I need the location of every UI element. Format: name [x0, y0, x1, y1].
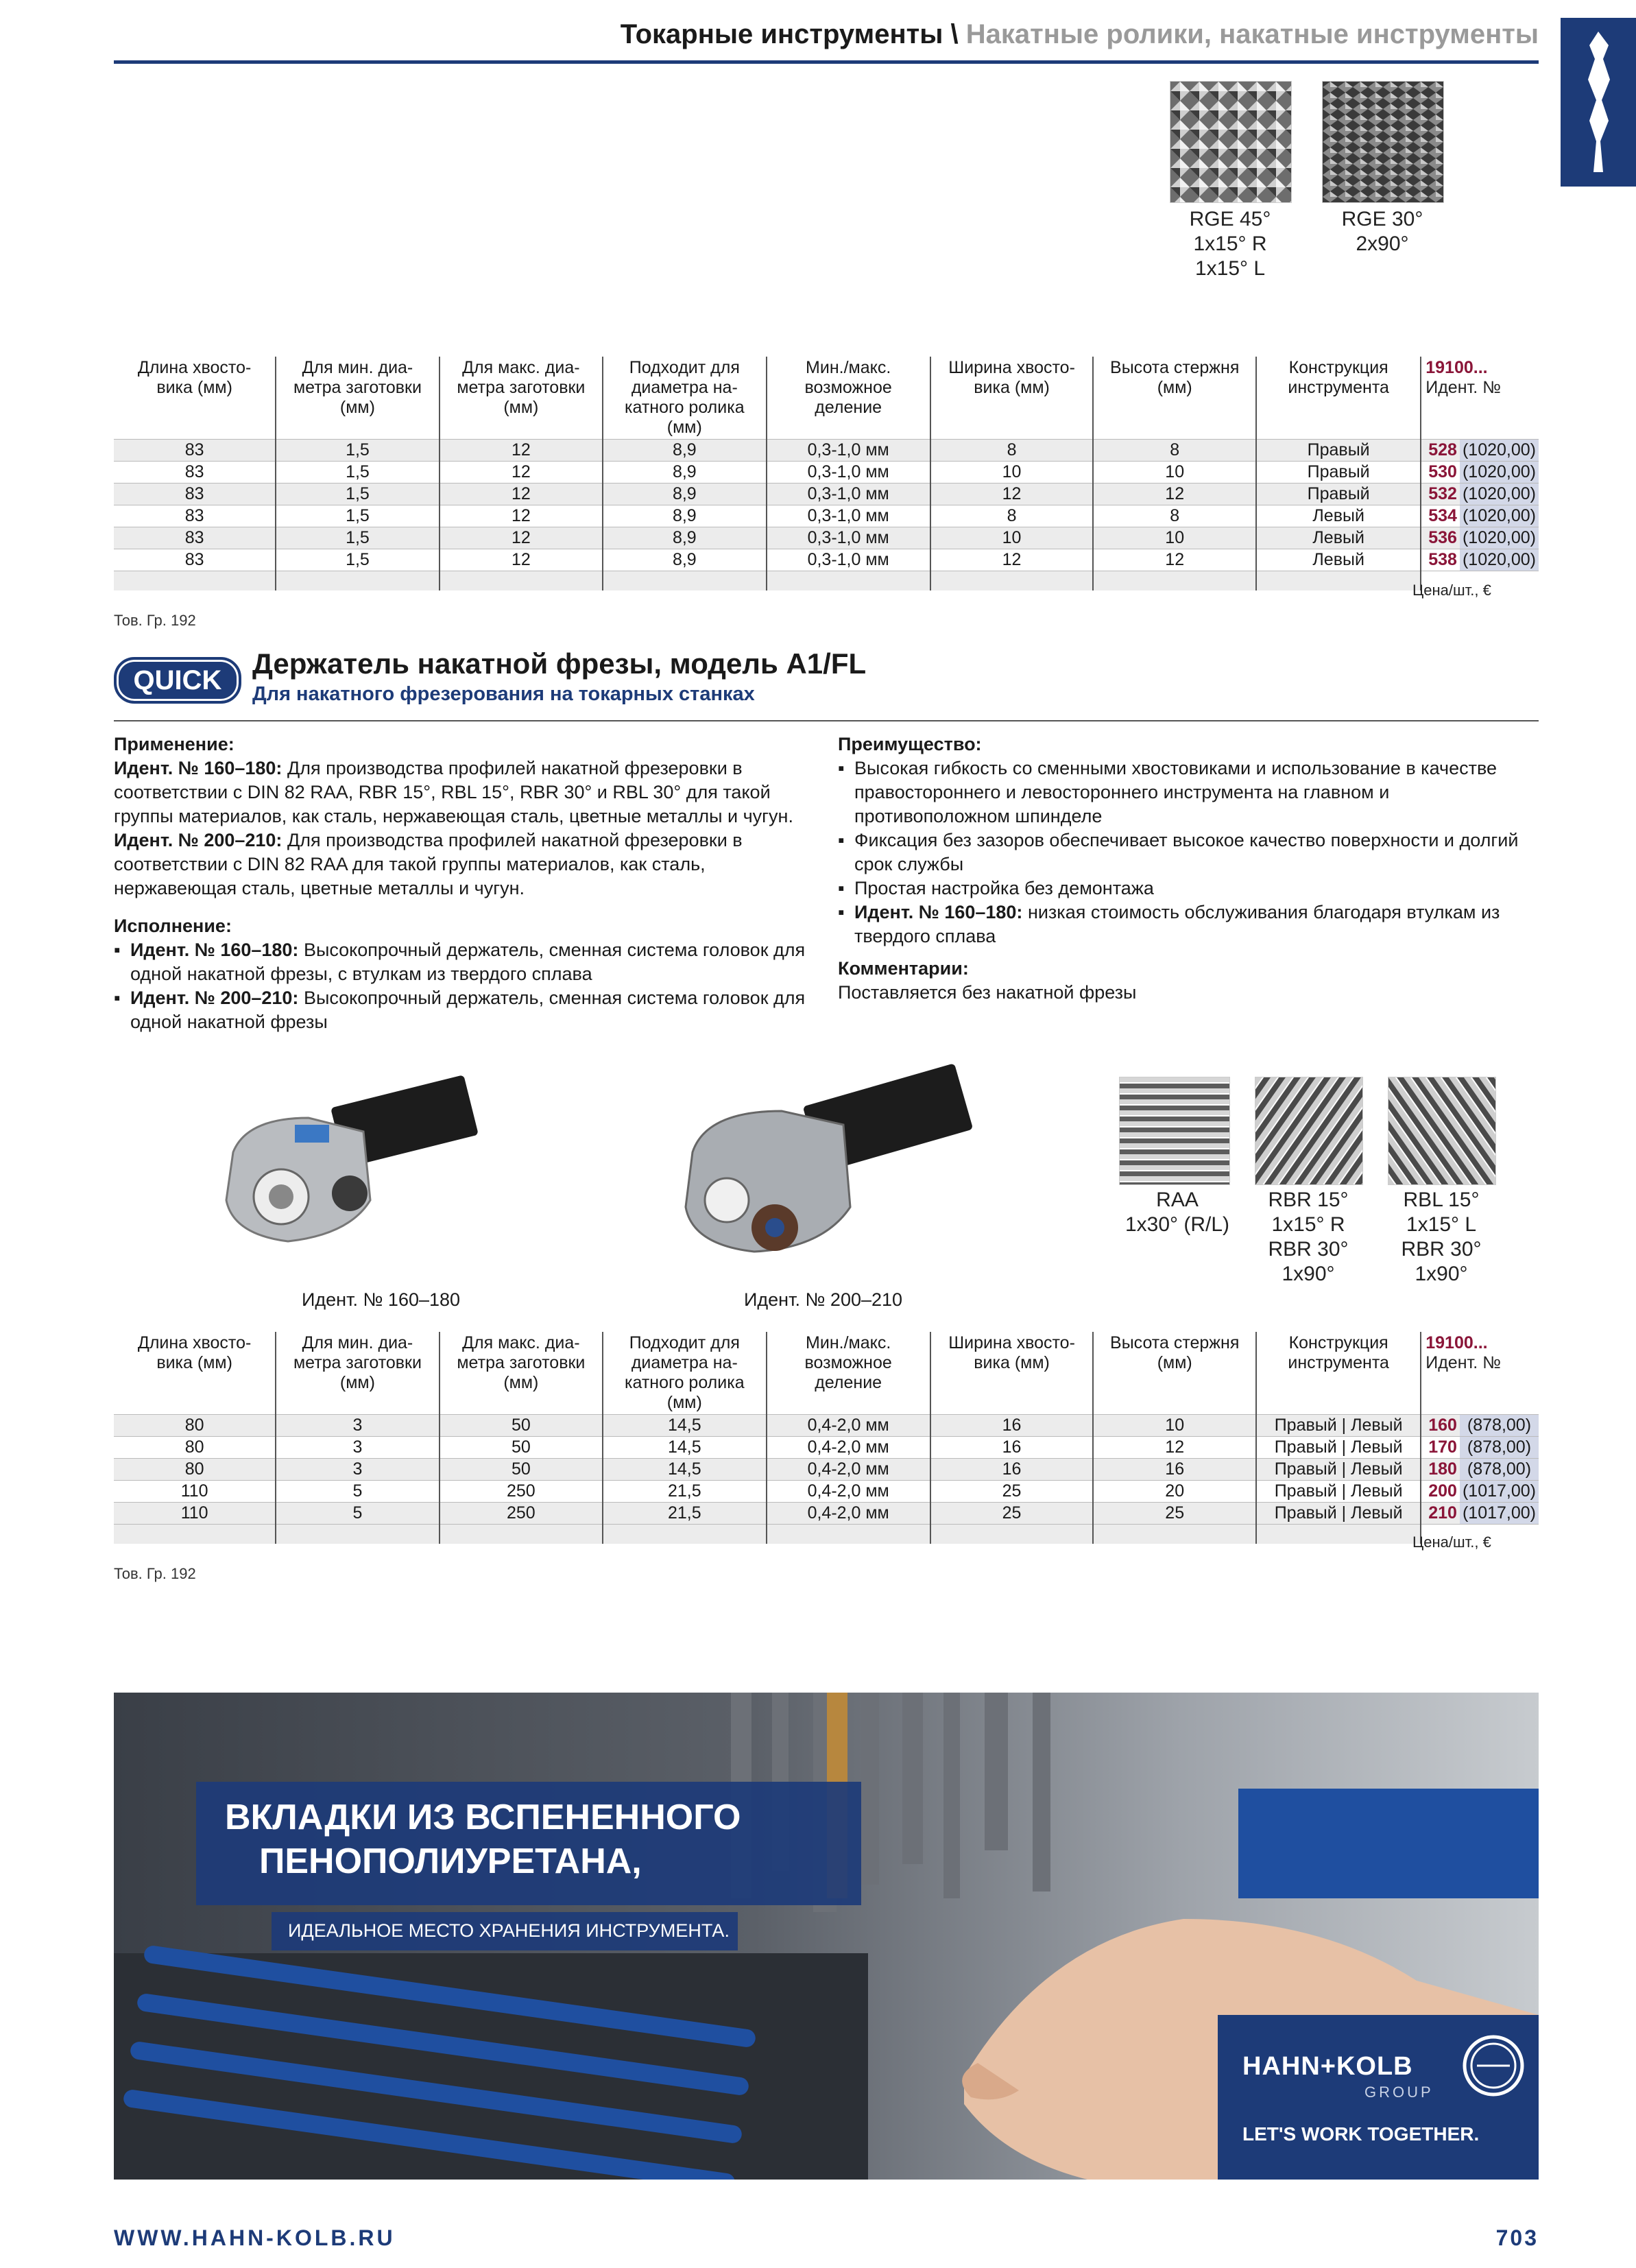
caption-line: 2x90°	[1356, 232, 1409, 255]
table-cell: Правый | Левый	[1256, 1437, 1421, 1459]
holder-160-180-image	[206, 1070, 494, 1276]
table-cell: 12	[930, 549, 1094, 571]
execution-item	[114, 986, 813, 1034]
table-cell: 0,4-2,0 мм	[767, 1415, 930, 1437]
table-cell: 14,5	[603, 1437, 766, 1459]
ident-number: 528	[1421, 440, 1460, 462]
column-header: Для мин. диа- метра заготовки (мм)	[276, 357, 439, 440]
table-row	[114, 1481, 1539, 1503]
table-cell: 12	[1093, 1437, 1256, 1459]
price-cell: (1020,00)	[1460, 440, 1539, 462]
price-cell: (878,00)	[1460, 1415, 1539, 1437]
table-cell: 10	[930, 462, 1094, 484]
ad-title-line: ПЕНОПОЛИУРЕТАНА,	[259, 1841, 642, 1881]
table-cell: 20	[1093, 1481, 1256, 1503]
table-row	[114, 549, 1539, 571]
column-header: Для мин. диа- метра заготовки (мм)	[276, 1332, 439, 1415]
table-cell: 10	[1093, 462, 1256, 484]
spec-table-holders	[114, 1332, 1539, 1544]
column-header: Мин./макс. возможное деление	[767, 1332, 930, 1415]
price-label: Цена/шт., €	[1412, 1533, 1491, 1551]
advantage-item-text: Простая настройка без демонтажа	[854, 878, 1154, 898]
caption-line: RAA	[1156, 1189, 1199, 1211]
table-cell: 8,9	[603, 527, 766, 549]
column-header: Высота стержня (мм)	[1093, 1332, 1256, 1415]
price-cell: (878,00)	[1460, 1437, 1539, 1459]
table-cell: Левый	[1256, 527, 1421, 549]
column-header: Длина хвосто- вика (мм)	[137, 358, 252, 397]
table-cell: 0,4-2,0 мм	[767, 1437, 930, 1459]
table-row	[114, 1415, 1539, 1437]
table-cell: 16	[930, 1459, 1094, 1481]
table-cell: Правый | Левый	[1256, 1503, 1421, 1525]
table-cell: 1,5	[276, 505, 439, 527]
table-cell: 3	[276, 1437, 439, 1459]
product-subtitle: Для накатного фрезерования на токарных станках	[252, 683, 755, 705]
application-heading: Применение:	[114, 734, 234, 754]
table-cell: 83	[114, 484, 276, 505]
table-cell: 8,9	[603, 440, 766, 462]
product-group-label: Тов. Гр. 192	[114, 1565, 196, 1582]
column-header: Конструкция инструмента	[1256, 1332, 1421, 1415]
table-cell	[276, 571, 439, 591]
table-cell: 83	[114, 505, 276, 527]
table-cell: 8	[930, 505, 1094, 527]
advantage-heading: Преимущество:	[838, 734, 982, 754]
column-header: Ширина хвосто- вика (мм)	[930, 357, 1094, 440]
table-cell: 8,9	[603, 549, 766, 571]
column-header: Подходит для диаметра на- катного ролика (мм)	[603, 1332, 766, 1415]
table-cell: 0,4-2,0 мм	[767, 1481, 930, 1503]
ident-number: 538	[1421, 549, 1460, 571]
table-cell	[767, 1525, 930, 1544]
table-cell: 1,5	[276, 527, 439, 549]
table-cell: 0,3-1,0 мм	[767, 484, 930, 505]
price-cell: (1020,00)	[1460, 462, 1539, 484]
table-cell	[440, 571, 603, 591]
caption-line: RBR 30°	[1401, 1238, 1482, 1261]
table-row	[114, 1503, 1539, 1525]
ident-number: 200	[1421, 1481, 1460, 1503]
table-cell: 0,3-1,0 мм	[767, 440, 930, 462]
table-cell: Правый	[1256, 484, 1421, 505]
price-label: Цена/шт., €	[1412, 582, 1491, 599]
ident-label: Идент. № 200–210:	[130, 988, 299, 1008]
table-cell: 0,3-1,0 мм	[767, 527, 930, 549]
table-cell: 25	[1093, 1503, 1256, 1525]
table-cell: Левый	[1256, 505, 1421, 527]
table-cell: 0,4-2,0 мм	[767, 1503, 930, 1525]
application-p2	[114, 828, 813, 900]
ident-number: 160	[1421, 1415, 1460, 1437]
table-cell: 3	[276, 1415, 439, 1437]
table-cell: Правый | Левый	[1256, 1481, 1421, 1503]
ident-number: 530	[1421, 462, 1460, 484]
ad-title	[225, 1795, 741, 1883]
caption-line: 1x15° R	[1271, 1213, 1345, 1236]
table-cell: 8,9	[603, 505, 766, 527]
table-cell: Правый | Левый	[1256, 1415, 1421, 1437]
table-cell: 8,9	[603, 462, 766, 484]
table-cell: 83	[114, 462, 276, 484]
table-row	[114, 440, 1539, 462]
table-cell	[930, 571, 1094, 591]
table-cell: 50	[440, 1459, 603, 1481]
holder-200-210-caption: Идент. № 200–210	[744, 1289, 903, 1310]
table-cell	[603, 1525, 766, 1544]
ident-number: 180	[1421, 1459, 1460, 1481]
table-cell	[114, 571, 276, 591]
knurl-pattern-rbr-image	[1255, 1077, 1363, 1185]
caption-line: 1x15° L	[1406, 1213, 1477, 1236]
table-cell: 16	[930, 1437, 1094, 1459]
knurl-pattern-rge45-image	[1170, 81, 1292, 203]
brand-name: HAHN+KOLB	[1242, 2052, 1413, 2081]
table-cell: 0,4-2,0 мм	[767, 1459, 930, 1481]
footer-website[interactable]: WWW.HAHN-KOLB.RU	[114, 2225, 396, 2250]
table-cell: 12	[1093, 549, 1256, 571]
column-header: Подходит для диаметра на- катного ролика (мм)	[603, 357, 766, 440]
hk-emblem-icon	[1462, 2034, 1525, 2097]
table-cell	[603, 571, 766, 591]
table-cell: 110	[114, 1481, 276, 1503]
table-cell	[1093, 571, 1256, 591]
id-column-header	[1421, 357, 1539, 440]
table-cell: 5	[276, 1503, 439, 1525]
table-cell: 110	[114, 1503, 276, 1525]
price-cell: (1017,00)	[1460, 1481, 1539, 1503]
table-cell: 1,5	[276, 484, 439, 505]
application-block	[114, 732, 813, 1034]
table-cell: 10	[1093, 1415, 1256, 1437]
advantage-item	[838, 828, 1539, 876]
table-header-row	[114, 1332, 1539, 1415]
ad-subtitle: ИДЕАЛЬНОЕ МЕСТО ХРАНЕНИЯ ИНСТРУМЕНТА.	[288, 1920, 730, 1941]
holder-160-180-caption: Идент. № 160–180	[302, 1289, 461, 1310]
table-cell: 1,5	[276, 440, 439, 462]
caption-line: RBL 15°	[1403, 1189, 1480, 1211]
advantage-item	[838, 876, 1539, 900]
knurl-pattern-raa-image	[1119, 1077, 1230, 1185]
holder-200-210-image	[672, 1063, 981, 1282]
knurl-pattern-rbl-image	[1388, 1077, 1496, 1185]
caption-line: RBR 15°	[1268, 1189, 1349, 1211]
table-cell: 10	[1093, 527, 1256, 549]
table-cell: 10	[930, 527, 1094, 549]
ident-label: Идент. № 160–180:	[114, 758, 282, 778]
execution-heading: Исполнение:	[114, 916, 232, 936]
table-cell	[440, 1525, 603, 1544]
advantage-item-text: Фиксация без зазоров обеспечивает высокое качество поверхности и долгий срок службы	[854, 830, 1519, 874]
ident-number: 532	[1421, 484, 1460, 505]
id-column-header	[1421, 1332, 1539, 1415]
table-cell: 8,9	[603, 484, 766, 505]
advantage-item-text: Высокая гибкость со сменными хвостовиками и использование в качестве правостороннего и левостороннего инструмента на главном и противоположном шпинделе	[854, 758, 1497, 826]
advantage-item-text: низкая стоимость обслуживания благодаря втулкам из твердого сплава	[854, 902, 1500, 946]
foam-insert-advertisement	[114, 1693, 1539, 2180]
table-cell	[276, 1525, 439, 1544]
caption-line: 1x90°	[1415, 1263, 1468, 1285]
table-cell: 0,3-1,0 мм	[767, 462, 930, 484]
ident-label: Идент. № 160–180:	[130, 940, 299, 960]
section-tab	[1561, 18, 1636, 187]
ident-number: 536	[1421, 527, 1460, 549]
table-cell: 12	[1093, 484, 1256, 505]
table-row	[114, 484, 1539, 505]
execution-item-text: Высокопрочный держатель, сменная система головок для одной накатной фрезы, с втулкам из твердого сплава	[130, 940, 806, 984]
caption-line: 1x90°	[1282, 1263, 1335, 1285]
column-header: Конструкция инструмента	[1256, 357, 1421, 440]
brand-group: GROUP	[1364, 2084, 1434, 2101]
brand-panel	[1218, 2015, 1539, 2180]
table-row	[114, 1437, 1539, 1459]
table-footer-row	[114, 1525, 1539, 1544]
table-cell: 1,5	[276, 462, 439, 484]
pattern-caption-rbl	[1381, 1188, 1502, 1287]
table-cell: 21,5	[603, 1481, 766, 1503]
table-cell: 12	[930, 484, 1094, 505]
table-cell	[1256, 571, 1421, 591]
price-cell: (1020,00)	[1460, 527, 1539, 549]
header-rule	[114, 60, 1539, 64]
table-cell: 21,5	[603, 1503, 766, 1525]
caption-line: 1x30° (R/L)	[1124, 1213, 1230, 1236]
table-cell: 250	[440, 1503, 603, 1525]
table-cell: 8	[930, 440, 1094, 462]
table-cell: 5	[276, 1481, 439, 1503]
price-cell: (878,00)	[1460, 1459, 1539, 1481]
caption-line: RBR 30°	[1268, 1238, 1349, 1261]
column-header: Мин./макс. возможное деление	[767, 357, 930, 440]
table-cell: 8	[1093, 440, 1256, 462]
caption-line: RGE 45°	[1189, 208, 1271, 230]
column-header: Для макс. диа- метра заготовки (мм)	[440, 357, 603, 440]
advantage-block	[838, 732, 1539, 1005]
table-cell: Левый	[1256, 549, 1421, 571]
table-row	[114, 527, 1539, 549]
caption-line: 1x15° R	[1193, 232, 1267, 255]
id-label: Идент. №	[1426, 1353, 1501, 1372]
table-cell	[114, 1525, 276, 1544]
table-cell: 16	[1093, 1459, 1256, 1481]
table-cell: 25	[930, 1481, 1094, 1503]
table-header-row	[114, 357, 1539, 440]
table-cell: 83	[114, 527, 276, 549]
comments-text: Поставляется без накатной фрезы	[838, 982, 1137, 1003]
advantage-item	[838, 900, 1539, 948]
table-cell: 8	[1093, 505, 1256, 527]
id-label: Идент. №	[1426, 378, 1501, 397]
table-cell: 14,5	[603, 1459, 766, 1481]
table-cell: 12	[440, 505, 603, 527]
page-header-title	[621, 19, 1539, 50]
price-cell: (1017,00)	[1460, 1503, 1539, 1525]
pattern-caption-rge30	[1322, 207, 1443, 256]
pattern-caption-raa	[1119, 1188, 1236, 1237]
application-p2-text: Для производства профилей накатной фрезеровки в соответствии с DIN 82 RAA для такой группы материалов, как сталь, нержавеющая сталь, цветные металлы и чугун.	[114, 830, 743, 898]
price-cell: (1020,00)	[1460, 505, 1539, 527]
product-rule	[114, 720, 1539, 721]
header-separator: \	[943, 19, 966, 49]
ad-title-line: ВКЛАДКИ ИЗ ВСПЕНЕННОГО	[225, 1798, 741, 1837]
table-cell: 0,3-1,0 мм	[767, 505, 930, 527]
ident-number: 534	[1421, 505, 1460, 527]
table-cell: 3	[276, 1459, 439, 1481]
pattern-caption-rge45	[1170, 207, 1290, 281]
comments-heading: Комментарии:	[838, 958, 969, 979]
table-row	[114, 462, 1539, 484]
table-row	[114, 1459, 1539, 1481]
table-cell: 12	[440, 440, 603, 462]
id-prefix: 19100...	[1426, 358, 1488, 377]
table-cell: 25	[930, 1503, 1094, 1525]
product-title: Держатель накатной фрезы, модель A1/FL	[252, 647, 867, 680]
table-cell: 80	[114, 1415, 276, 1437]
table-cell	[767, 571, 930, 591]
id-prefix: 19100...	[1426, 1333, 1488, 1352]
price-cell: (1020,00)	[1460, 549, 1539, 571]
column-header: Для макс. диа- метра заготовки (мм)	[440, 1332, 603, 1415]
column-header: Длина хвосто- вика (мм)	[137, 1333, 252, 1372]
quick-logo: QUICK	[114, 657, 241, 704]
section-title: Токарные инструменты	[620, 19, 943, 49]
ident-label: Идент. № 200–210:	[114, 830, 282, 850]
execution-item-text: Высокопрочный держатель, сменная система головок для одной накатной фрезы	[130, 988, 806, 1032]
table-cell: Правый	[1256, 462, 1421, 484]
table-cell: 50	[440, 1437, 603, 1459]
ident-label: Идент. № 160–180:	[854, 902, 1023, 922]
table-cell: 80	[114, 1437, 276, 1459]
table-cell: 14,5	[603, 1415, 766, 1437]
page-number: 703	[1495, 2225, 1539, 2250]
table-cell: 50	[440, 1415, 603, 1437]
table-row	[114, 505, 1539, 527]
pattern-caption-rbr	[1248, 1188, 1369, 1287]
table-cell: 16	[930, 1415, 1094, 1437]
product-group-label: Тов. Гр. 192	[114, 612, 196, 629]
table-cell: 250	[440, 1481, 603, 1503]
table-cell	[1093, 1525, 1256, 1544]
table-cell: 12	[440, 462, 603, 484]
advantage-item	[838, 756, 1539, 828]
table-cell: 12	[440, 549, 603, 571]
price-cell: (1020,00)	[1460, 484, 1539, 505]
table-cell: 1,5	[276, 549, 439, 571]
brand-slogan: LET'S WORK TOGETHER.	[1242, 2123, 1480, 2145]
table-cell: 12	[440, 527, 603, 549]
ident-number: 170	[1421, 1437, 1460, 1459]
column-header: Высота стержня (мм)	[1093, 357, 1256, 440]
caption-line: RGE 30°	[1341, 208, 1423, 230]
application-p1-text: Для производства профилей накатной фрезеровки в соответствии с DIN 82 RAA, RBR 15°, RBL 15°, RBR 30° и RBL 30° для такой группы материалов, как сталь, нержавеющая сталь, цветные металлы и чугун.	[114, 758, 793, 826]
table-footer-row	[114, 571, 1539, 591]
spec-table-knurling	[114, 357, 1539, 590]
table-cell: 12	[440, 484, 603, 505]
table-cell: Правый	[1256, 440, 1421, 462]
table-cell: Правый | Левый	[1256, 1459, 1421, 1481]
caption-line: 1x15° L	[1194, 257, 1266, 280]
table-cell: 83	[114, 549, 276, 571]
table-cell	[930, 1525, 1094, 1544]
subsection-title: Накатные ролики, накатные инструменты	[965, 19, 1539, 49]
table-cell: 0,3-1,0 мм	[767, 549, 930, 571]
table-cell: 83	[114, 440, 276, 462]
application-p1	[114, 756, 813, 828]
column-header: Ширина хвосто- вика (мм)	[930, 1332, 1094, 1415]
table-cell: 80	[114, 1459, 276, 1481]
knurl-pattern-rge30-image	[1322, 81, 1444, 203]
table-cell	[1256, 1525, 1421, 1544]
drill-icon	[1561, 18, 1636, 187]
execution-item	[114, 938, 813, 986]
ident-number: 210	[1421, 1503, 1460, 1525]
